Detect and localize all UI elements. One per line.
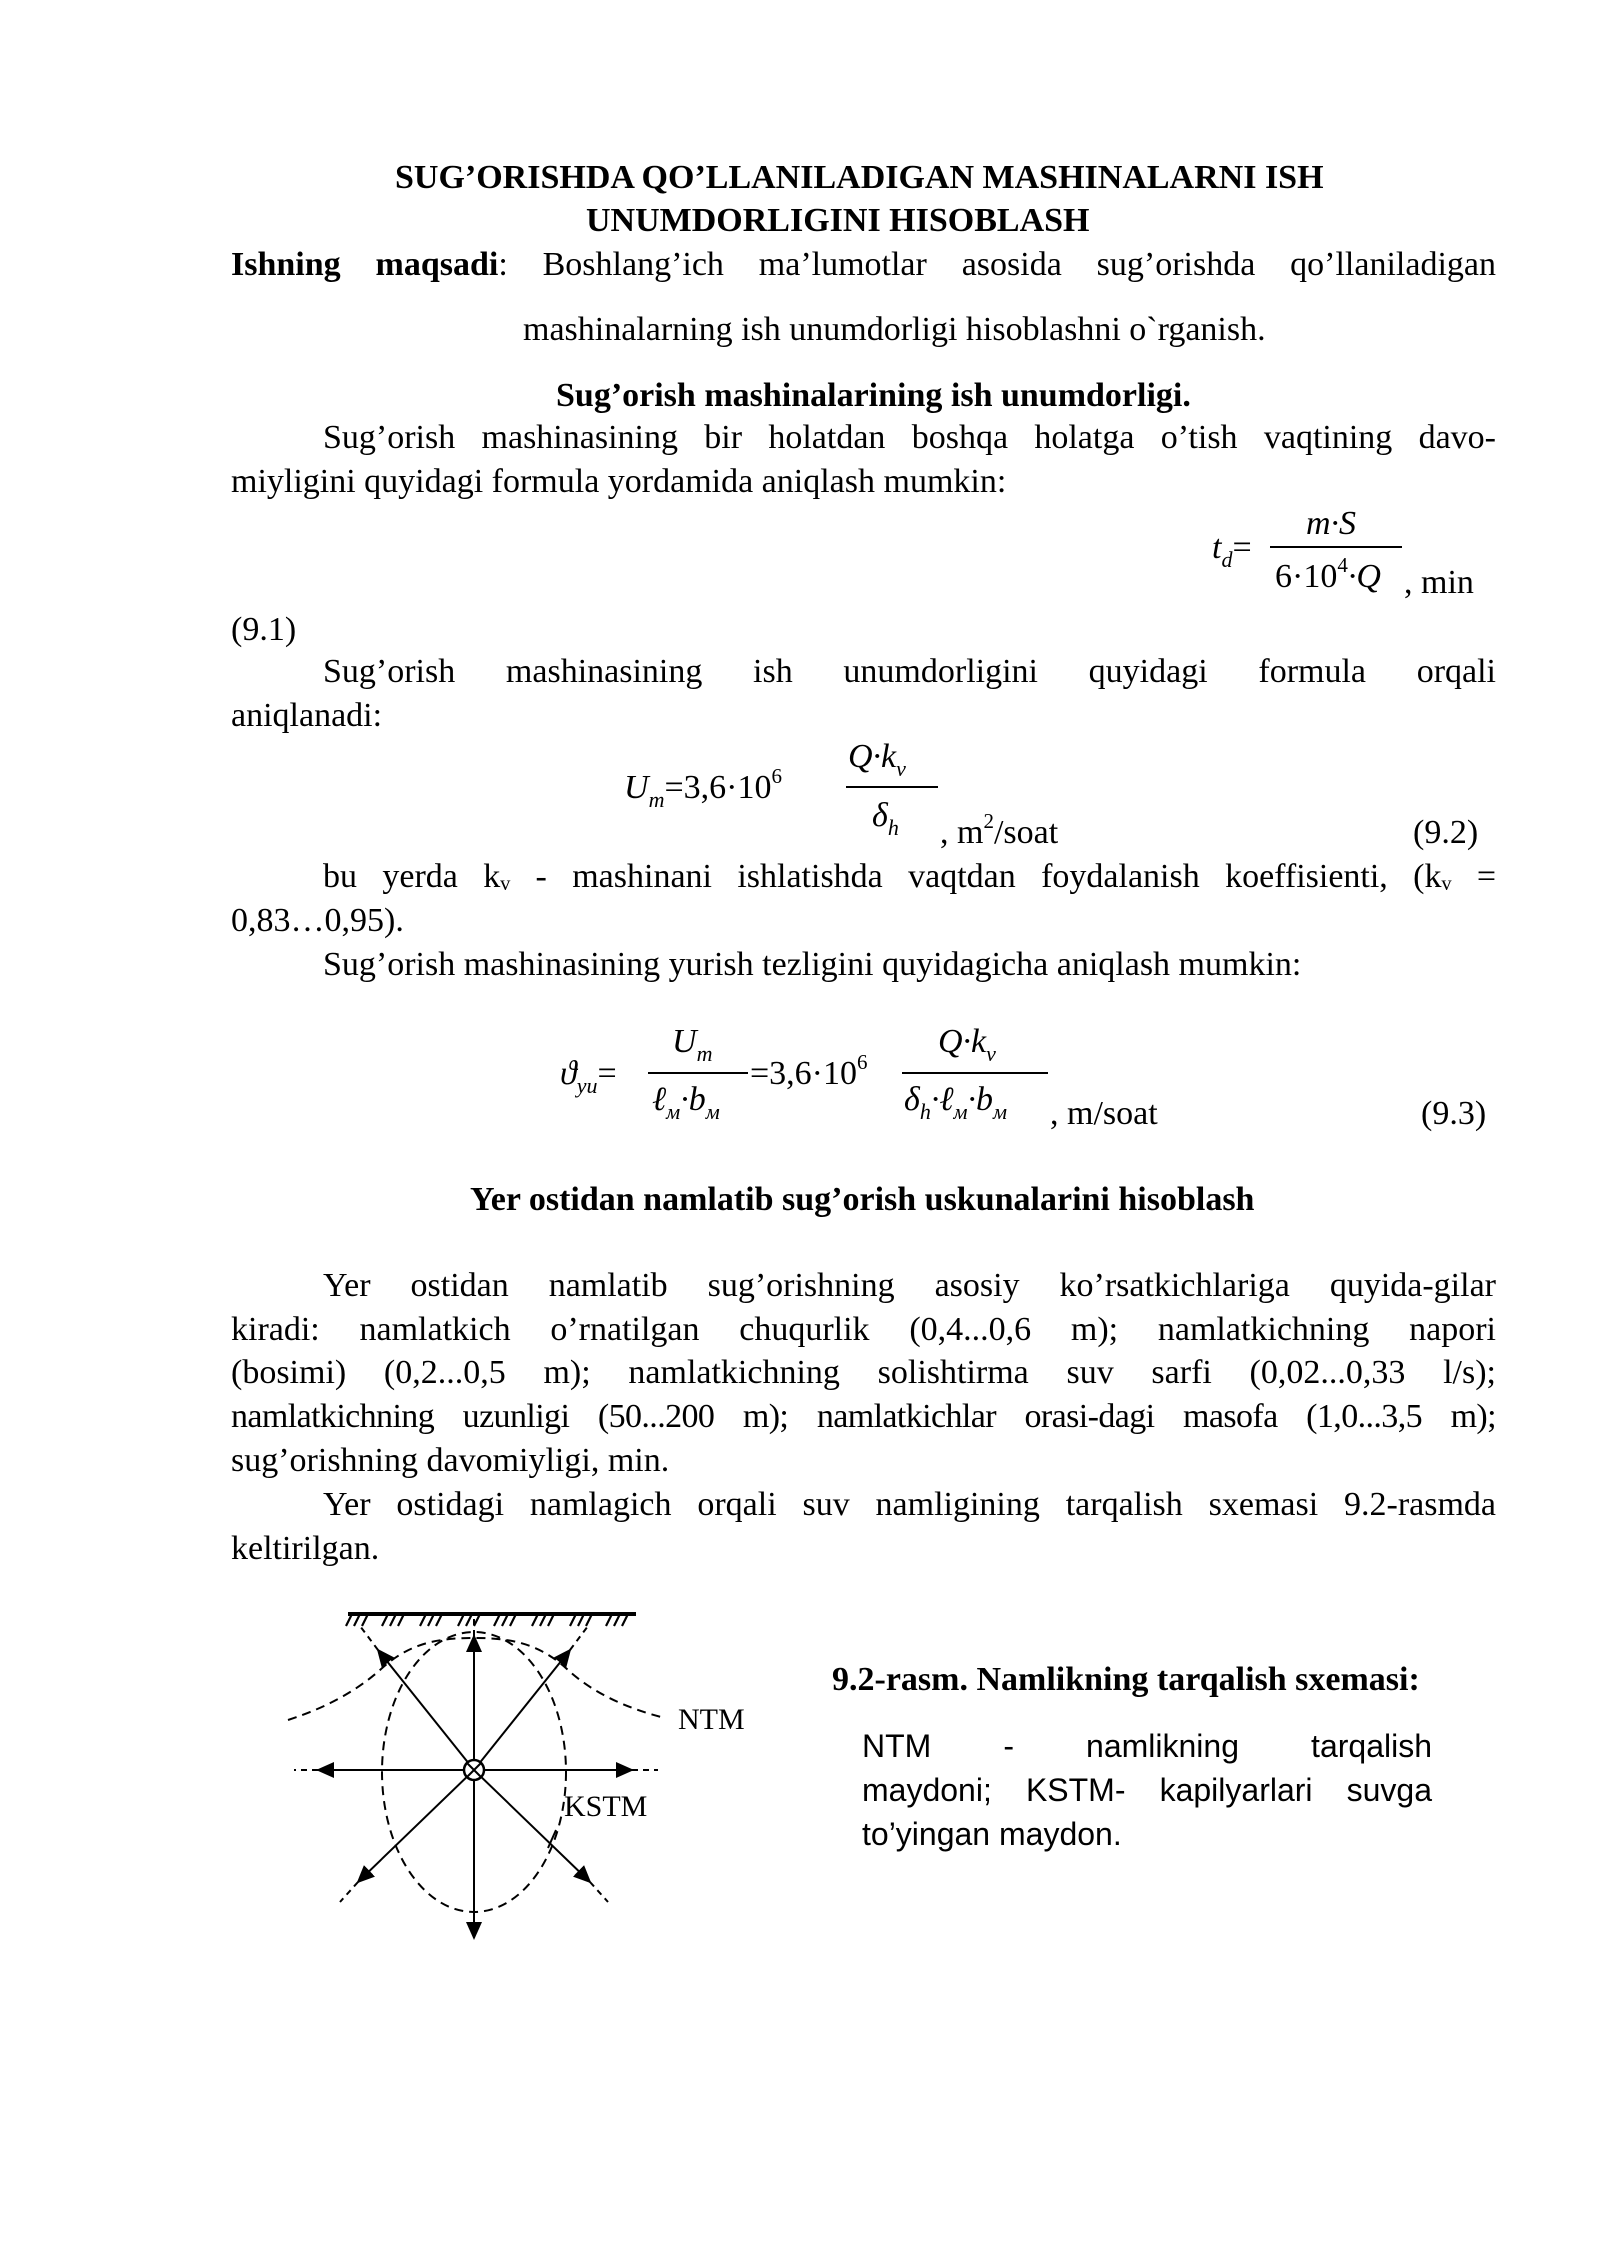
formula-9-2-lhs: $U_m=3,6\cdot 10^6$ xyxy=(624,764,782,812)
s2-paragraph-1-line-3: (bosimi) (0,2...0,5 m); namlatkichning solishtirma suv sarfi (0,02...0,33 l/s); xyxy=(231,1354,1496,1391)
aim-colon: : xyxy=(498,246,508,283)
formula-9-2-fraction-bar xyxy=(846,786,938,788)
aim-text-1: Boshlang’ich ma’lumotlar asosida sug’orishda qo’llaniladigan xyxy=(542,246,1496,283)
paragraph-2-line-1: Sug’orish mashinasining ish unumdorligini quyidagi formula orqali xyxy=(323,653,1496,690)
formula-9-3-unit: , m/soat xyxy=(1050,1095,1158,1132)
formula-9-3-numerator-2: $Q\cdot k_v$ xyxy=(938,1023,996,1066)
formula-9-1-number: (9.1) xyxy=(231,611,297,648)
formula-9-3-fraction-bar-2 xyxy=(902,1072,1048,1074)
s2-paragraph-1-line-5: sug’orishning davomiyligi, min. xyxy=(231,1442,670,1479)
paragraph-2-line-2: aniqlanadi: xyxy=(231,697,383,734)
formula-9-3-denominator-1: $\ell_м\cdot b_м$ xyxy=(652,1081,720,1124)
figure-legend-line-3: to’yingan maydon. xyxy=(862,1816,1122,1852)
formula-9-3-number: (9.3) xyxy=(1421,1095,1487,1132)
section-heading-1: Sug’orish mashinalarining ish unumdorligi. xyxy=(556,377,1191,414)
paragraph-3-line-2: 0,83…0,95). xyxy=(231,902,404,939)
paragraph-1-line-1: Sug’orish mashinasining bir holatdan boshqa holatga o’tish vaqtining davo- xyxy=(323,419,1496,456)
ntm-label: NTM xyxy=(678,1703,745,1736)
formula-9-2-unit: , $m^2$/soat xyxy=(940,809,1059,851)
s2-paragraph-2-line-2: keltirilgan. xyxy=(231,1530,380,1567)
formula-9-1-lhs: $t_d=$ xyxy=(1212,529,1252,572)
s2-paragraph-1-line-1: Yer ostidan namlatib sug’orishning asosiy ko’rsatkichlariga quyida-gilar xyxy=(323,1267,1496,1304)
figure-legend-line-2: maydoni; KSTM- kapilyarlari suvga xyxy=(862,1772,1432,1808)
figure-caption: 9.2-rasm. Namlikning tarqalish sxemasi: xyxy=(832,1661,1420,1698)
formula-9-3-lhs: $ϑ_{yu}=$ xyxy=(560,1055,617,1098)
humidifier-pipe-symbol xyxy=(464,1760,484,1780)
formula-9-3-fraction-bar-1 xyxy=(648,1072,748,1074)
s2-paragraph-1-line-4: namlatkichning uzunligi (50...200 m); namlatkichlar orasi-dagi masofa (1,0...3,5 m); xyxy=(231,1398,1496,1435)
paragraph-4: Sug’orish mashinasining yurish tezligini quyidagicha aniqlash mumkin: xyxy=(323,946,1302,983)
formula-9-1-denominator: $6\cdot 10^4\cdot Q$ xyxy=(1275,553,1381,595)
formula-9-2-numerator: $Q\cdot k_v$ xyxy=(848,738,906,781)
formula-9-2-number: (9.2) xyxy=(1413,814,1479,851)
ntm-outer-boundary xyxy=(288,1638,665,1720)
formula-9-1-numerator: m·S xyxy=(1306,505,1357,542)
s2-paragraph-1-line-2: kiradi: namlatkich o’rnatilgan chuqurlik (0,4...0,6 m); namlatkichning napori xyxy=(231,1311,1496,1348)
figure-legend-line-1: NTM - namlikning tarqalish xyxy=(862,1728,1432,1764)
section-heading-2: Yer ostidan namlatib sug’orish uskunalarini hisoblash xyxy=(470,1181,1255,1218)
formula-9-3-numerator-1: $U_m$ xyxy=(672,1023,713,1066)
kstm-label: KSTM xyxy=(564,1790,648,1823)
formula-9-1-unit: , min xyxy=(1404,564,1474,601)
formula-9-3-denominator-2: $\delta_h\cdot\ell_м\cdot b_м$ xyxy=(904,1081,1008,1124)
paragraph-1-line-2: miyligini quyidagi formula yordamida aniqlash mumkin: xyxy=(231,463,1007,500)
moisture-spread-diagram xyxy=(280,1600,780,1950)
s2-paragraph-2-line-1: Yer ostidagi namlagich orqali suv namligining tarqalish sxemasi 9.2-rasmda xyxy=(323,1486,1496,1523)
formula-9-1-fraction-bar xyxy=(1270,546,1402,548)
aim-line-1 xyxy=(231,243,1496,287)
formula-9-2-denominator: $\delta_h$ xyxy=(872,797,899,840)
formula-9-3-middle: $=3,6\cdot 10^6$ xyxy=(750,1050,868,1092)
spread-arrows xyxy=(318,1636,632,1938)
aim-label: Ishning maqsadi xyxy=(231,246,499,283)
aim-line-2: mashinalarning ish unumdorligi hisoblashni o`rganish. xyxy=(523,311,1266,348)
title-line-2: UNUMDORLIGINI HISOBLASH xyxy=(586,202,1090,239)
paragraph-3-line-1: bu yerda kᵥ - mashinani ishlatishda vaqtdan foydalanish koeffisienti, (kᵥ = xyxy=(323,858,1496,895)
title-line-1: SUG’ORISHDA QO’LLANILADIGAN MASHINALARNI ISH xyxy=(395,159,1324,196)
